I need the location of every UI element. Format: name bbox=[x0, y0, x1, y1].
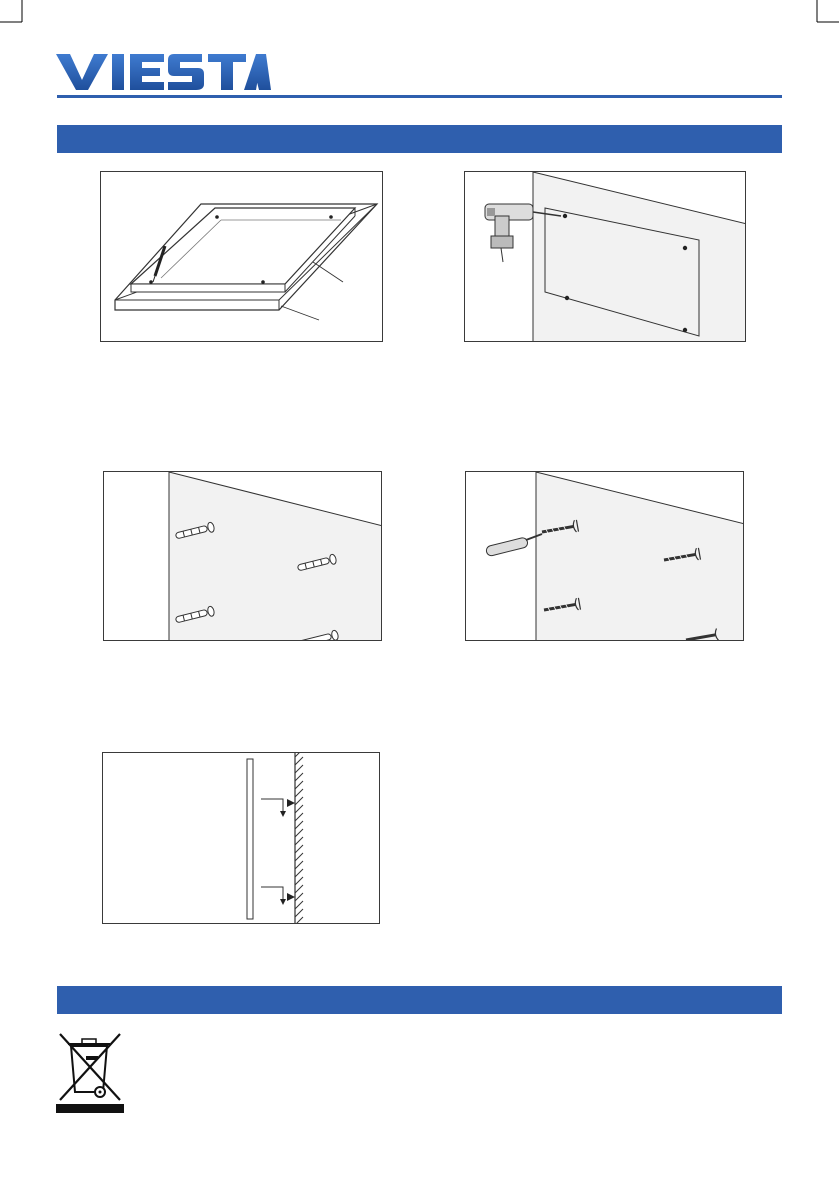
section-bar-installation bbox=[57, 125, 782, 153]
figure-marking-template bbox=[100, 171, 383, 342]
crop-mark-top-right bbox=[809, 0, 839, 30]
figure-screws bbox=[465, 471, 744, 641]
header-rule bbox=[57, 95, 782, 98]
crossed-out-wheelie-bin-icon bbox=[54, 1030, 126, 1114]
crop-mark-top-left bbox=[0, 0, 30, 30]
figure-drilling bbox=[464, 171, 746, 342]
section-bar-disposal bbox=[57, 986, 782, 1014]
figure-side-view bbox=[102, 752, 380, 924]
figure-wall-plugs bbox=[103, 471, 382, 641]
viesta-logo bbox=[56, 52, 271, 92]
